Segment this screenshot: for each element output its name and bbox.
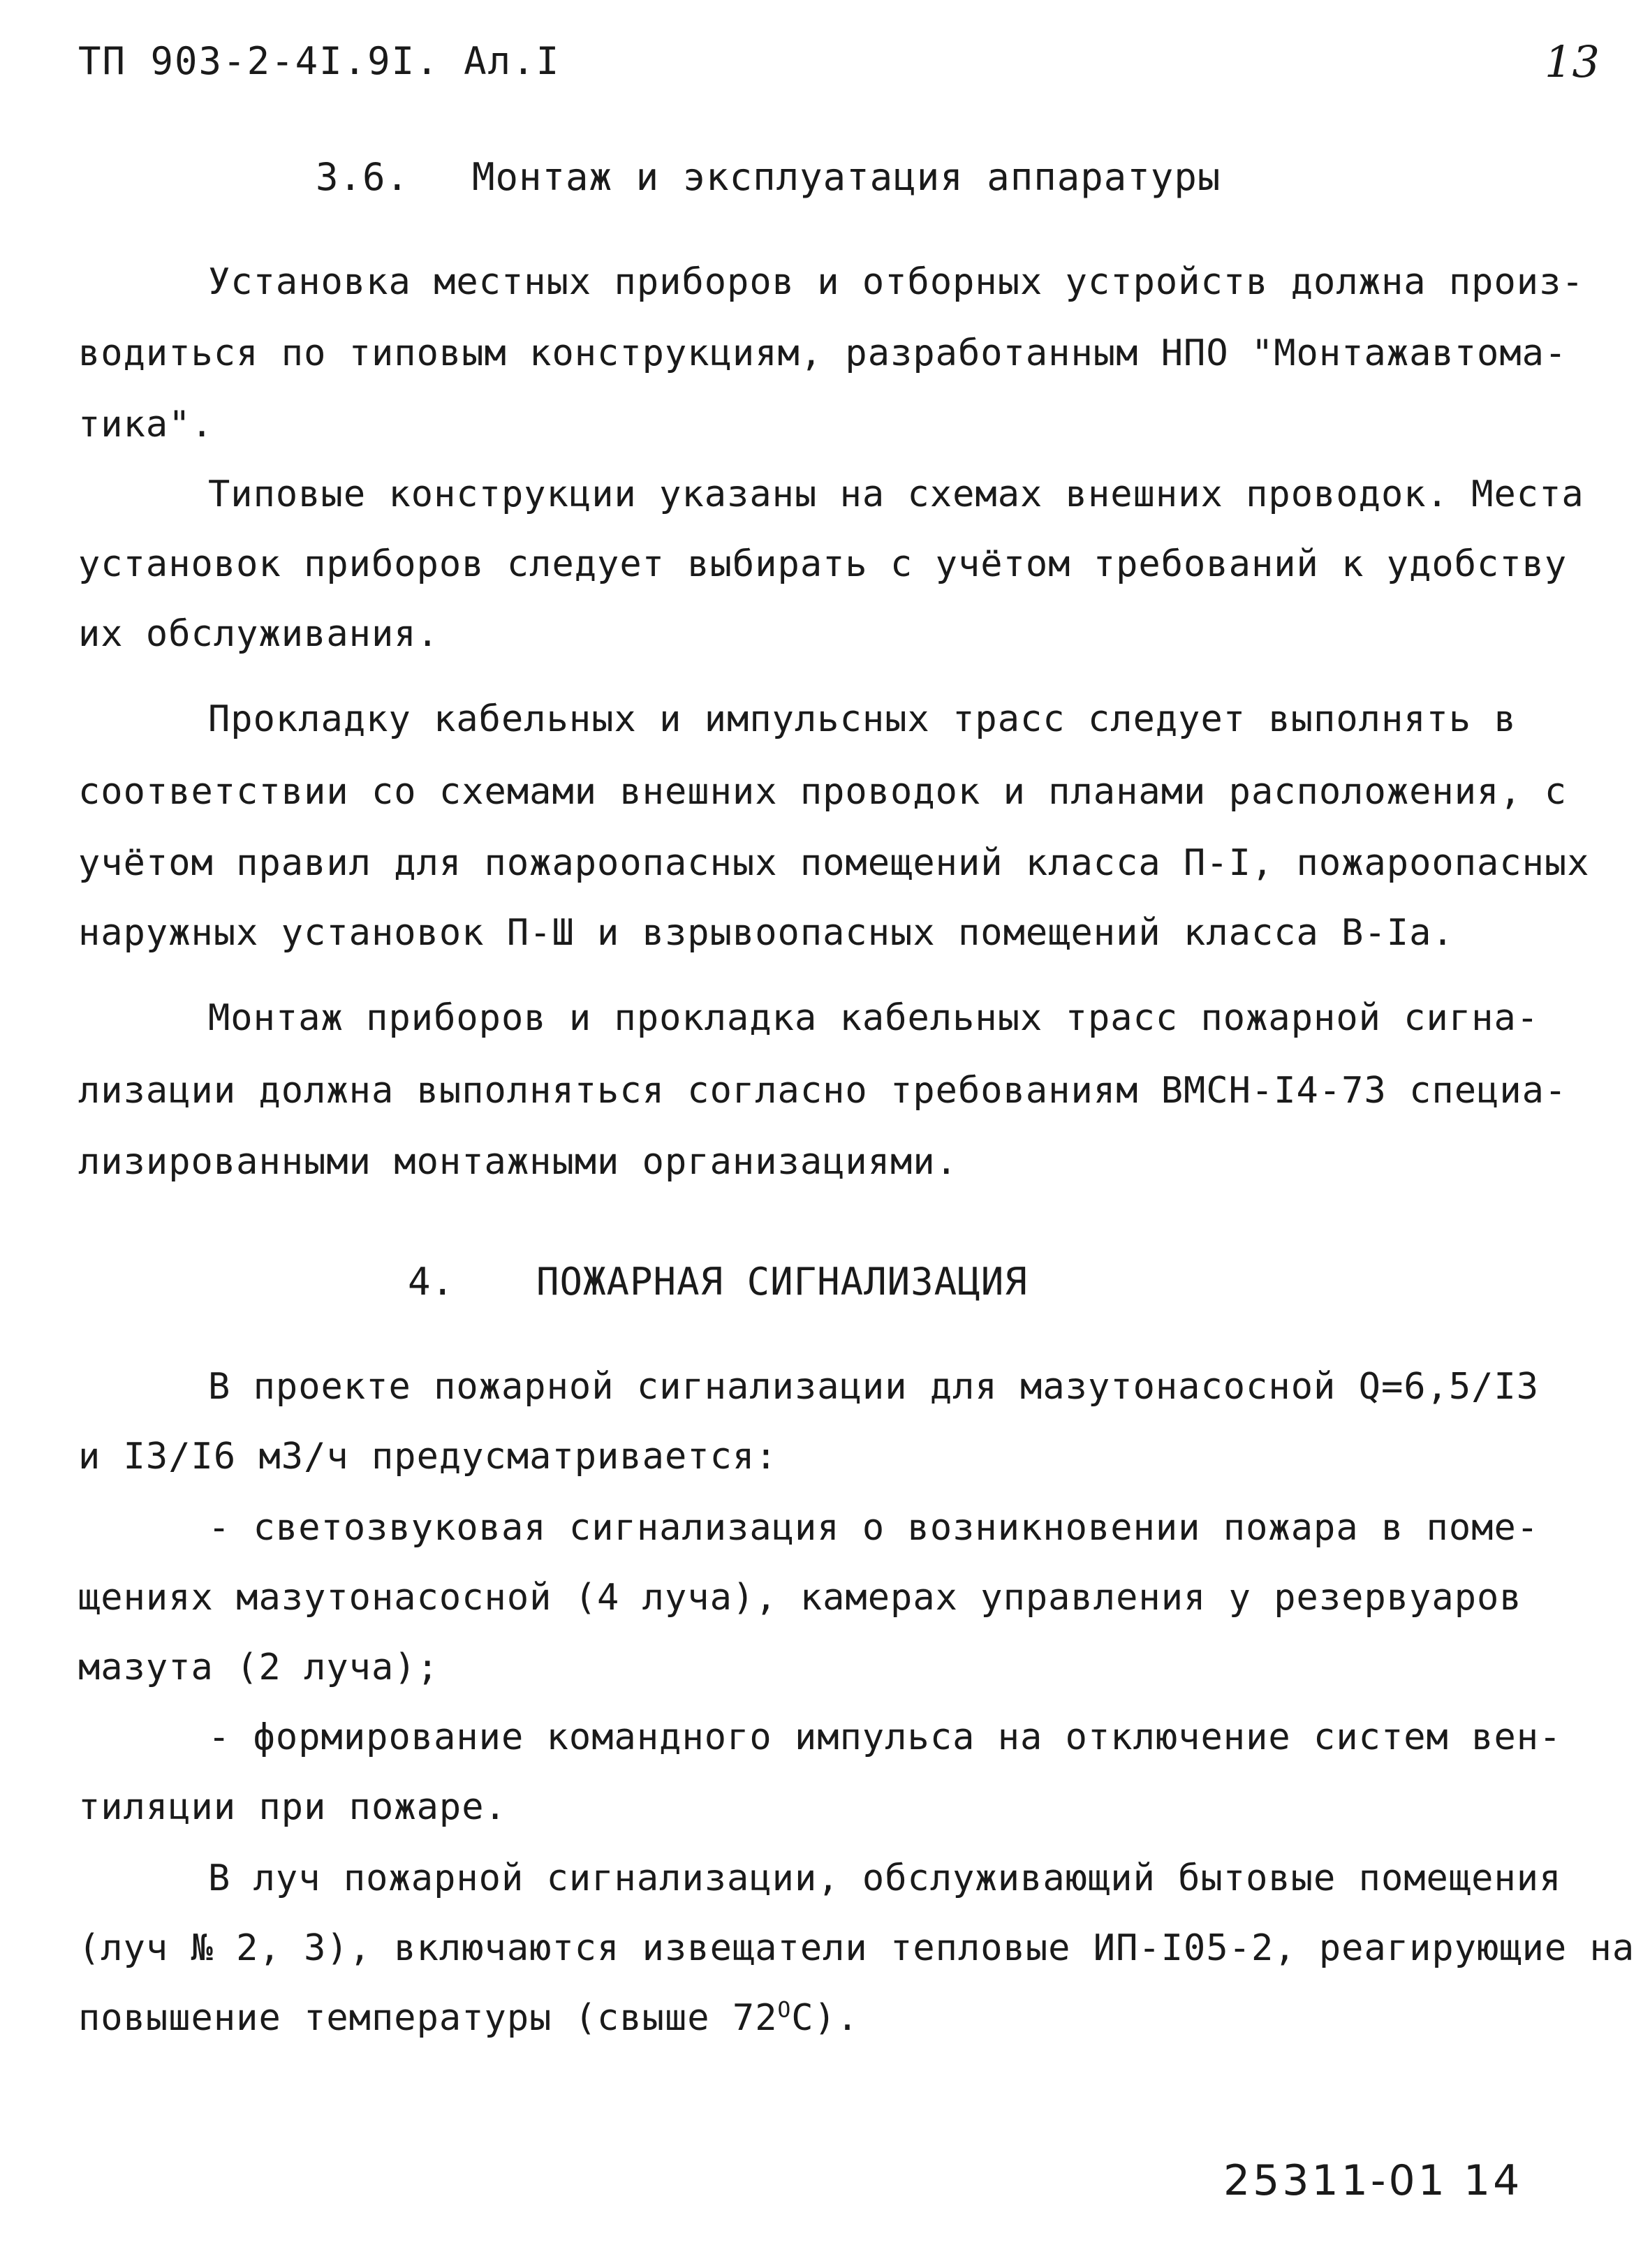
paragraph-line: и I3/I6 м3/ч предусматривается: <box>78 1436 778 1478</box>
paragraph-line: тиляции при пожаре. <box>78 1786 507 1828</box>
paragraph-line: В проекте пожарной сигнализации для мазутонасосной Q=6,5/I3 <box>208 1366 1540 1408</box>
section-4-title: ПОЖАРНАЯ СИГНАЛИЗАЦИЯ <box>536 1260 1028 1304</box>
paragraph-line: Типовые конструкции указаны на схемах внешних проводок. Места <box>208 473 1584 515</box>
paragraph-line: водиться по типовым конструкциям, разработанным НПО "Монтажавтома- <box>78 332 1568 374</box>
degree-superscript: О <box>777 1997 792 2023</box>
paragraph-line: Установка местных приборов и отборных устройств должна произ- <box>208 261 1584 303</box>
paragraph-line: лизированными монтажными организациями. <box>78 1141 958 1183</box>
paragraph-line: установок приборов следует выбирать с учётом требований к удобству <box>78 543 1568 585</box>
paragraph-line: мазута (2 луча); <box>78 1647 439 1688</box>
paragraph-line: Прокладку кабельных и импульсных трасс следует выполнять в <box>208 698 1517 740</box>
paragraph-line-last <box>78 1997 859 2039</box>
paragraph-line: лизации должна выполняться согласно требованиям ВМСН-I4-73 специа- <box>78 1070 1568 1112</box>
paragraph-line: - формирование командного импульса на отключение систем вен- <box>208 1716 1562 1758</box>
section-3-6-number: 3.6. <box>316 155 410 199</box>
paragraph-line: тика". <box>78 404 214 446</box>
archive-stamp: 25311-01 14 <box>1223 2156 1523 2205</box>
paragraph-line: учётом правил для пожароопасных помещений класса П-I, пожароопасных <box>78 842 1590 884</box>
paragraph-line: В луч пожарной сигнализации, обслуживающий бытовые помещения <box>208 1857 1562 1899</box>
section-3-6-title: Монтаж и эксплуатация аппаратуры <box>472 155 1221 199</box>
document-code: ТП 903-2-4I.9I. Ал.I <box>78 39 561 83</box>
last-line-suffix: С). <box>791 1997 860 2039</box>
page-number: 13 <box>1545 36 1600 87</box>
paragraph-line: щениях мазутонасосной (4 луча), камерах управления у резервуаров <box>78 1577 1522 1619</box>
paragraph-line: наружных установок П-Ш и взрывоопасных помещений класса В-Iа. <box>78 912 1454 954</box>
last-line-text: повышение температуры (свыше 72 <box>78 1997 778 2039</box>
paragraph-line: их обслуживания. <box>78 613 439 655</box>
section-4-number: 4. <box>408 1260 455 1304</box>
paragraph-line: (луч № 2, 3), включаются извещатели тепловые ИП-I05-2, реагирующие на <box>78 1927 1635 1969</box>
paragraph-line: соответствии со схемами внешних проводок и планами расположения, с <box>78 771 1568 813</box>
paragraph-line: - светозвуковая сигнализация о возникновении пожара в поме- <box>208 1507 1540 1549</box>
paragraph-line: Монтаж приборов и прокладка кабельных трасс пожарной сигна- <box>208 997 1540 1039</box>
